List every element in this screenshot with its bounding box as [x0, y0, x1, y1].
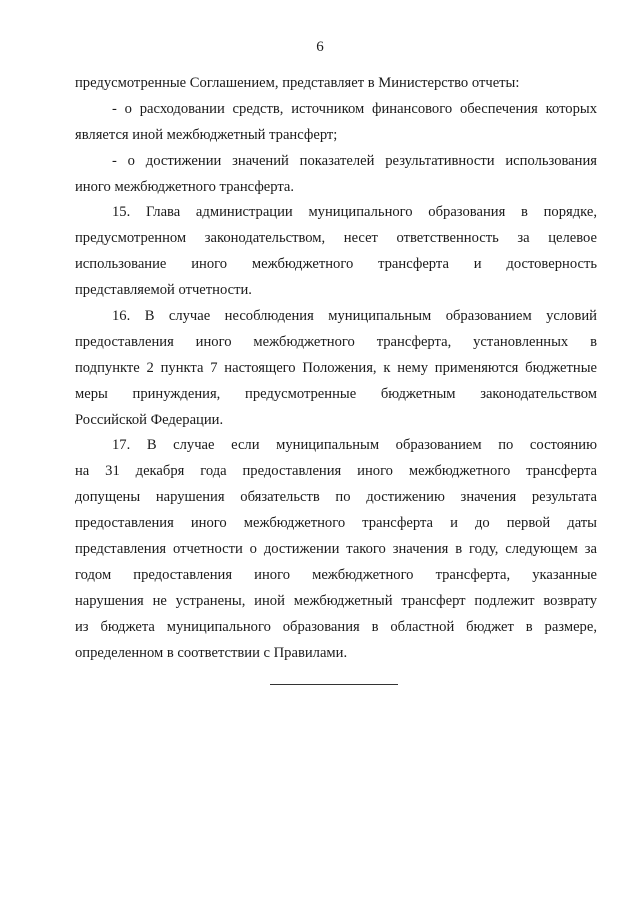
text-line: 15. Глава администрации муниципального образования в порядке, [112, 204, 597, 221]
text-line: представляемой отчетности. [75, 282, 252, 299]
text-line: - о достижении значений показателей результативности использования [112, 152, 597, 169]
text-line: - о расходовании средств, источником финансового обеспечения которых [112, 100, 597, 117]
document-body [75, 71, 597, 666]
text-line: допущены нарушения обязательств по достижению значения результата [75, 489, 597, 506]
text-line: нарушения не устранены, иной межбюджетный трансферт подлежит возврату [75, 592, 597, 609]
text-line: определенном в соответствии с Правилами. [75, 644, 348, 661]
text-line: предоставления иного межбюджетного трансферта и до первой даты [75, 515, 597, 532]
text-line: из бюджета муниципального образования в областной бюджет в размере, [75, 618, 597, 635]
text-line: предусмотренные Соглашением, представляет в Министерство отчеты: [75, 75, 520, 91]
text-line: 16. В случае несоблюдения муниципальным образованием условий [112, 308, 597, 325]
text-line: 17. В случае если муниципальным образованием по состоянию [112, 437, 597, 454]
text-line: является иной межбюджетный трансферт; [75, 126, 338, 143]
text-line: годом предоставления иного межбюджетного трансферта, указанные [75, 566, 597, 583]
text-line: представления отчетности о достижении такого значения в году, следующем за [75, 541, 597, 558]
text-line: Российской Федерации. [75, 411, 224, 428]
text-line: на 31 декабря года предоставления иного межбюджетного трансферта [75, 463, 597, 480]
text-line: использование иного межбюджетного трансферта и достоверность [75, 256, 597, 273]
text-line: предоставления иного межбюджетного трансферта, установленных в [75, 333, 597, 350]
text-line: иного межбюджетного трансферта. [75, 178, 295, 195]
page-number: 6 [316, 39, 324, 55]
end-separator-line [270, 684, 398, 685]
text-line: подпункте 2 пункта 7 настоящего Положения, к нему применяются бюджетные [75, 359, 597, 376]
text-line: меры принуждения, предусмотренные бюджетным законодательством [75, 385, 597, 402]
text-line: предусмотренном законодательством, несет ответственность за целевое [75, 230, 597, 247]
